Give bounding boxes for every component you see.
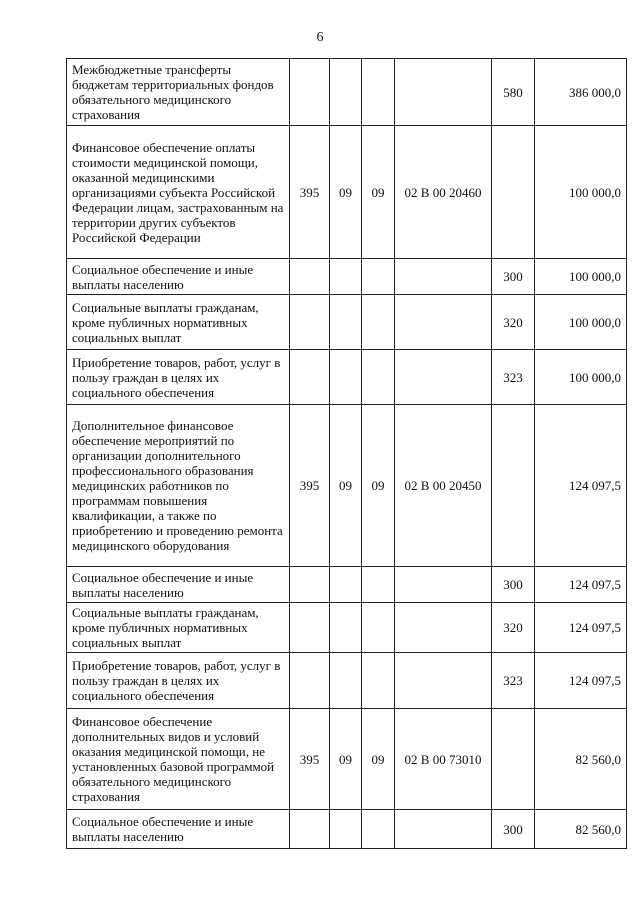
section-code [330,567,362,603]
target-article-code [395,567,492,603]
row-name: Социальные выплаты гражданам, кроме публичных нормативных социальных выплат [67,295,290,350]
subsection-code [362,59,395,126]
section-code: 09 [330,126,362,259]
amount: 124 097,5 [535,653,627,709]
target-article-code [395,603,492,653]
row-name: Социальные выплаты гражданам, кроме публичных нормативных социальных выплат [67,603,290,653]
amount: 124 097,5 [535,603,627,653]
section-code: 09 [330,709,362,810]
ministry-code [290,350,330,405]
amount: 124 097,5 [535,405,627,567]
ministry-code [290,810,330,849]
amount: 100 000,0 [535,350,627,405]
subsection-code [362,295,395,350]
table-row [67,59,627,126]
amount: 100 000,0 [535,259,627,295]
row-name: Приобретение товаров, работ, услуг в пользу граждан в целях их социального обеспечения [67,350,290,405]
expense-type-code: 320 [492,603,535,653]
budget-table [66,58,627,849]
subsection-code [362,567,395,603]
expense-type-code: 320 [492,295,535,350]
subsection-code: 09 [362,126,395,259]
target-article-code [395,810,492,849]
section-code: 09 [330,405,362,567]
target-article-code [395,295,492,350]
row-name: Финансовое обеспечение оплаты стоимости медицинской помощи, оказанной медицинскими организациями субъекта Российской Федерации лицам, застрахованным на территории других субъектов Российской Федерации [67,126,290,259]
page-number: 6 [316,30,324,45]
amount: 100 000,0 [535,126,627,259]
expense-type-code [492,126,535,259]
amount: 82 560,0 [535,810,627,849]
section-code [330,259,362,295]
expense-type-code [492,709,535,810]
row-name: Приобретение товаров, работ, услуг в пользу граждан в целях их социального обеспечения [67,653,290,709]
expense-type-code: 323 [492,653,535,709]
ministry-code [290,259,330,295]
amount: 124 097,5 [535,567,627,603]
target-article-code: 02 В 00 20460 [395,126,492,259]
section-code [330,350,362,405]
target-article-code [395,653,492,709]
subsection-code [362,259,395,295]
table-row [67,810,627,849]
subsection-code [362,603,395,653]
target-article-code: 02 В 00 73010 [395,709,492,810]
expense-type-code: 580 [492,59,535,126]
section-code [330,59,362,126]
expense-type-code: 300 [492,567,535,603]
table-row [67,259,627,295]
ministry-code [290,59,330,126]
target-article-code [395,259,492,295]
table-row [67,603,627,653]
ministry-code [290,653,330,709]
table-row [67,350,627,405]
subsection-code [362,350,395,405]
row-name: Финансовое обеспечение дополнительных видов и условий оказания медицинской помощи, не установленных базовой программой обязательного медицинского страхования [67,709,290,810]
subsection-code: 09 [362,405,395,567]
section-code [330,810,362,849]
table-row [67,126,627,259]
subsection-code [362,810,395,849]
table-row [67,709,627,810]
amount: 82 560,0 [535,709,627,810]
subsection-code: 09 [362,709,395,810]
row-name: Социальное обеспечение и иные выплаты населению [67,259,290,295]
ministry-code [290,567,330,603]
table-row [67,295,627,350]
row-name: Межбюджетные трансферты бюджетам территориальных фондов обязательного медицинского страхования [67,59,290,126]
ministry-code: 395 [290,709,330,810]
target-article-code: 02 В 00 20450 [395,405,492,567]
ministry-code [290,603,330,653]
ministry-code [290,295,330,350]
ministry-code: 395 [290,126,330,259]
section-code [330,295,362,350]
table-row [67,405,627,567]
target-article-code [395,59,492,126]
amount: 100 000,0 [535,295,627,350]
table-row [67,653,627,709]
expense-type-code [492,405,535,567]
section-code [330,653,362,709]
target-article-code [395,350,492,405]
row-name: Социальное обеспечение и иные выплаты населению [67,567,290,603]
row-name: Дополнительное финансовое обеспечение мероприятий по организации дополнительного профессионального образования медицинских работников по программам повышения квалификации, а также по приобретению и проведению ремонта медицинского оборудования [67,405,290,567]
amount: 386 000,0 [535,59,627,126]
ministry-code: 395 [290,405,330,567]
expense-type-code: 300 [492,810,535,849]
expense-type-code: 300 [492,259,535,295]
section-code [330,603,362,653]
expense-type-code: 323 [492,350,535,405]
subsection-code [362,653,395,709]
table-row [67,567,627,603]
row-name: Социальное обеспечение и иные выплаты населению [67,810,290,849]
